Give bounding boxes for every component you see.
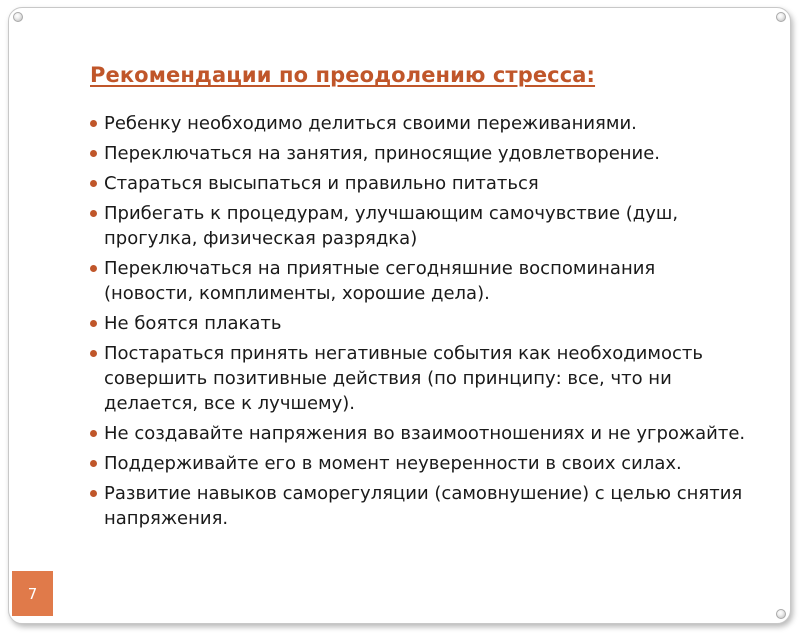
list-item [90,256,750,306]
list-item-text: Не боятся плакать [104,313,282,334]
bullet-dot-icon [90,430,97,437]
list-item [90,111,750,136]
page-number-badge [12,571,53,616]
list-item-text: Поддерживайте его в момент неуверенности в своих силах. [104,453,682,474]
bullet-dot-icon [90,460,97,467]
corner-circle-icon [13,12,23,22]
list-item [90,201,750,251]
list-item-text: Не создавайте напряжения во взаимоотношениях и не угрожайте. [104,423,746,444]
page-number: 7 [27,584,38,603]
bullet-dot-icon [90,350,97,357]
list-item [90,341,750,416]
list-item-text: Развитие навыков саморегуляции (самовнушение) с целью снятия напряжения. [104,483,743,529]
list-item [90,421,750,446]
list-item [90,451,750,476]
list-item [90,171,750,196]
list-item-text: Прибегать к процедурам, улучшающим самочувствие (душ, прогулка, физическая разрядка) [104,203,679,249]
bullet-dot-icon [90,180,97,187]
list-item [90,481,750,531]
corner-circle-icon [776,12,786,22]
slide-title: Рекомендации по преодолению стресса: [90,63,596,87]
list-item-text: Постараться принять негативные события как необходимость совершить позитивные действия (по принципу: все, что ни делается, все к лучшему). [104,343,703,414]
bullet-dot-icon [90,320,97,327]
list-item-text: Переключаться на приятные сегодняшние воспоминания (новости, комплименты, хорошие дела). [104,258,656,304]
list-item-text: Ребенку необходимо делиться своими переживаниями. [104,113,637,134]
list-item-text: Переключаться на занятия, приносящие удовлетворение. [104,143,661,164]
bullet-dot-icon [90,210,97,217]
bullet-list [90,111,750,536]
list-item-text: Стараться высыпаться и правильно питаться [104,173,539,194]
list-item [90,141,750,166]
bullet-dot-icon [90,490,97,497]
bullet-dot-icon [90,120,97,127]
bullet-dot-icon [90,265,97,272]
bullet-dot-icon [90,150,97,157]
list-item [90,311,750,336]
corner-circle-icon [776,609,786,619]
